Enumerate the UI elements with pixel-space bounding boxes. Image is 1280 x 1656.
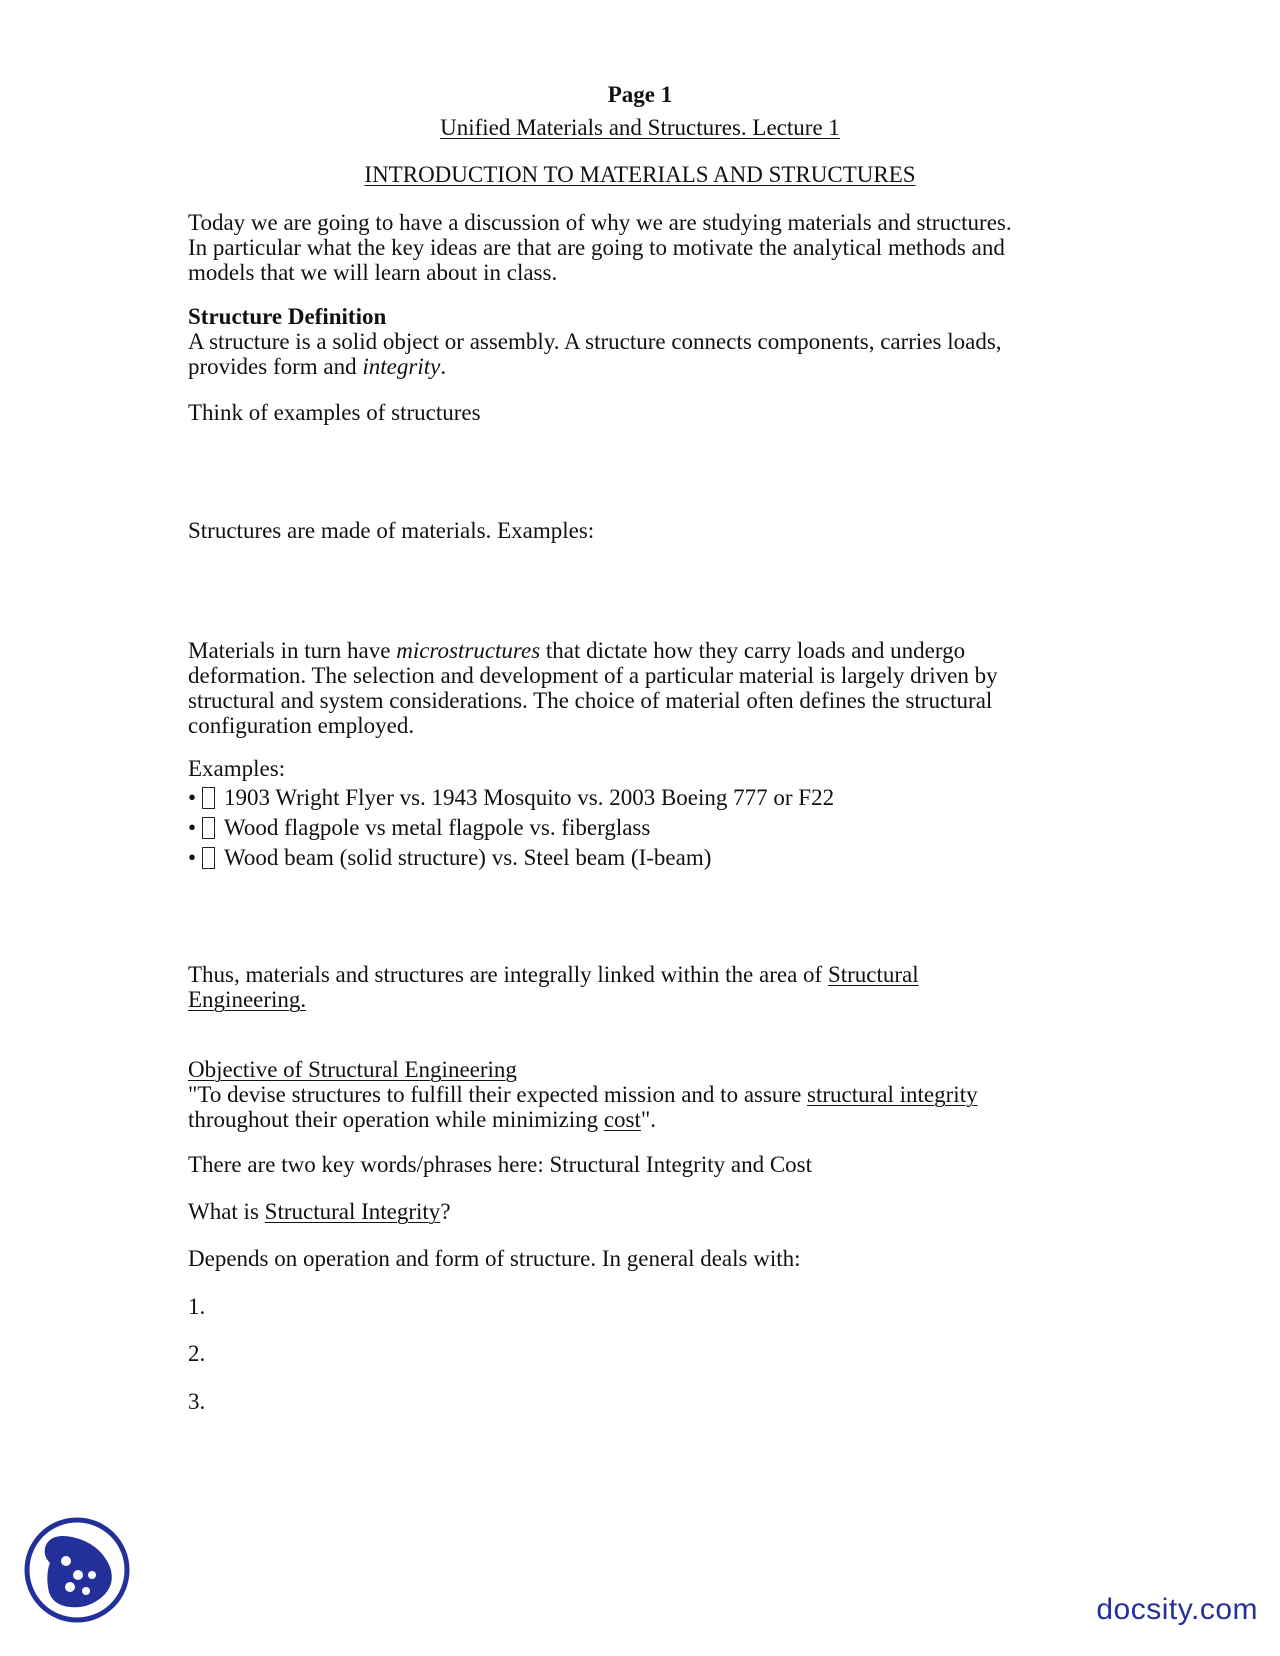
structural-link: Structural (827, 962, 919, 987)
objective-section (188, 1057, 1108, 1132)
example-item-2: Wood flagpole vs metal flagpole vs. fiberglass (224, 815, 651, 840)
depends-line: Depends on operation and form of structure. In general deals with: (188, 1246, 801, 1271)
structural-integrity-link: structural integrity (807, 1082, 978, 1107)
numbered-item-2: 2. (188, 1341, 206, 1366)
thus-paragraph (188, 962, 1108, 1012)
micro-line-1-suffix: that dictate how they carry loads and undergo (540, 638, 966, 663)
missing-glyph-icon (202, 817, 215, 839)
thus-line-2 (188, 987, 1108, 1012)
micro-line-3: structural and system considerations. The choice of material often defines the structural (188, 688, 993, 713)
structure-definition (188, 304, 1108, 379)
examples-section (188, 756, 1108, 873)
intro-paragraph (188, 210, 1108, 285)
micro-line-2: deformation. The selection and development of a particular material is largely driven by (188, 663, 998, 688)
numbered-item-1: 1. (188, 1294, 206, 1319)
engineering-link: Engineering. (188, 987, 307, 1012)
what-is-line (188, 1199, 1108, 1224)
structure-definition-line-2 (188, 354, 1108, 379)
think-examples: Think of examples of structures (188, 400, 481, 425)
page-number: Page 1 (607, 82, 673, 107)
def-line-2-prefix: provides form and (188, 354, 363, 379)
micro-line-1-prefix: Materials in turn have (188, 638, 397, 663)
intro-line-1: Today we are going to have a discussion of why we are studying materials and structures. (188, 210, 1012, 235)
made-of-materials: Structures are made of materials. Examples: (188, 518, 595, 543)
microstructures-paragraph (188, 638, 1108, 738)
key-words-line: There are two key words/phrases here: Structural Integrity and Cost (188, 1152, 812, 1177)
objective-heading-line (188, 1057, 1108, 1082)
structural-integrity-term: Structural Integrity (264, 1199, 441, 1224)
missing-glyph-icon (202, 787, 215, 809)
def-line-2-suffix: . (440, 354, 447, 379)
micro-line-4: configuration employed. (188, 713, 415, 738)
numbered-item-3: 3. (188, 1389, 206, 1414)
what-is-suffix: ? (440, 1199, 451, 1224)
structure-definition-heading: Structure Definition (188, 304, 387, 329)
course-title (0, 115, 1280, 140)
docsity-brand[interactable]: docsity.com (1096, 1593, 1258, 1626)
docsity-logo-icon (22, 1515, 132, 1625)
list-item (188, 813, 1108, 843)
bullet-icon: • (188, 845, 197, 870)
objective-line-2-suffix: ". (640, 1107, 657, 1132)
course-title-text: Unified Materials and Structures. Lecture 1 (440, 115, 840, 140)
examples-label: Examples: (188, 756, 286, 781)
example-item-1: 1903 Wright Flyer vs. 1943 Mosquito vs. 2003 Boeing 777 or F22 (224, 785, 835, 810)
intro-line-3: models that we will learn about in class. (188, 260, 558, 285)
main-heading (0, 162, 1280, 187)
objective-line-2 (188, 1107, 1108, 1132)
example-item-3: Wood beam (solid structure) vs. Steel beam (I-beam) (224, 845, 712, 870)
thus-prefix: Thus, materials and structures are integrally linked within the area of (188, 962, 828, 987)
list-item (188, 783, 1108, 813)
bullet-icon: • (188, 815, 197, 840)
microstructures-emphasis: microstructures (396, 638, 541, 663)
list-item (188, 843, 1108, 873)
bullet-icon: • (188, 785, 197, 810)
thus-line-1 (188, 962, 1108, 987)
cost-link: cost (603, 1107, 641, 1132)
intro-line-2: In particular what the key ideas are that are going to motivate the analytical methods and (188, 235, 1005, 260)
structure-definition-line-1: A structure is a solid object or assembly. A structure connects components, carries loads, (188, 329, 1002, 354)
micro-line-1 (188, 638, 1108, 663)
objective-heading: Objective of Structural Engineering (188, 1057, 517, 1082)
main-heading-text: INTRODUCTION TO MATERIALS AND STRUCTURES (364, 162, 916, 187)
what-is-prefix: What is (188, 1199, 265, 1224)
objective-line-2-prefix: throughout their operation while minimizing (188, 1107, 604, 1132)
objective-line-1-prefix: "To devise structures to fulfill their expected mission and to assure (188, 1082, 808, 1107)
integrity-emphasis: integrity (362, 354, 441, 379)
missing-glyph-icon (202, 847, 215, 869)
objective-line-1 (188, 1082, 1108, 1107)
